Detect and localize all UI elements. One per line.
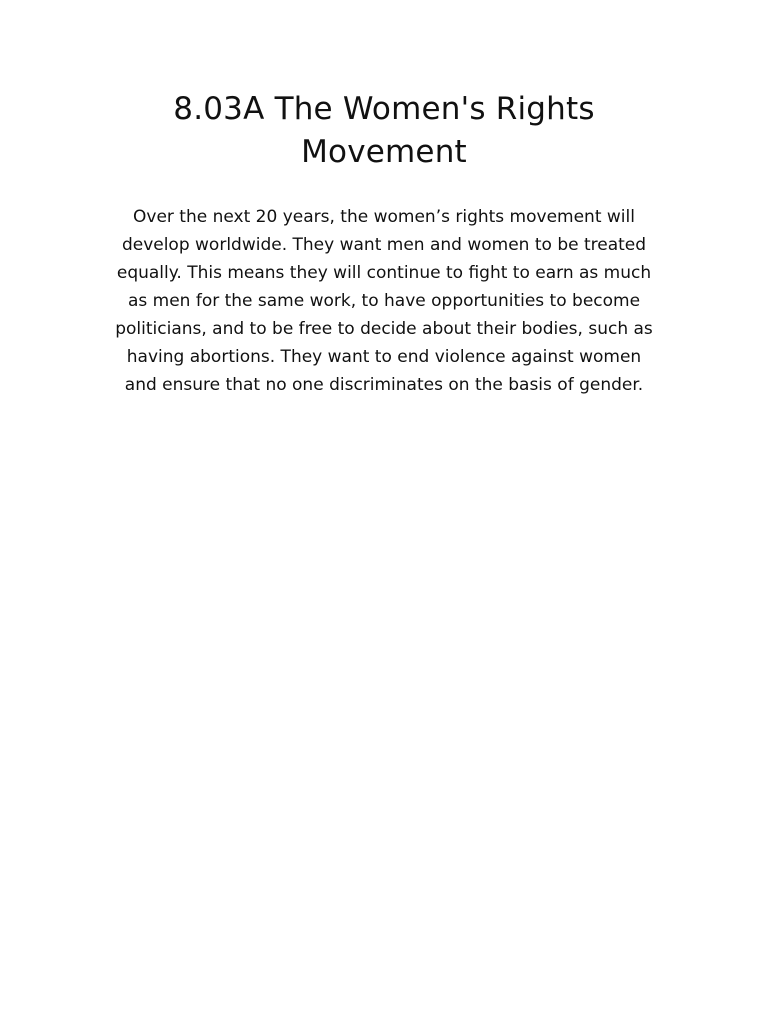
body-paragraph [90, 203, 678, 399]
page-title [120, 88, 648, 174]
body-line: develop worldwide. They want men and women to be treated [121, 235, 647, 255]
body-line: politicians, and to be free to decide about their bodies, such as [115, 319, 653, 339]
body-line: having abortions. They want to end violence against women [126, 347, 642, 367]
body-line: and ensure that no one discriminates on the basis of gender. [124, 375, 644, 395]
body-line: as men for the same work, to have opportunities to become [127, 291, 641, 311]
body-line: equally. This means they will continue to fight to earn as much [116, 263, 652, 283]
title-line: Movement [301, 134, 467, 170]
body-line: Over the next 20 years, the women’s rights movement will [133, 207, 635, 227]
title-line: 8.03A The Women's Rights [173, 91, 595, 127]
